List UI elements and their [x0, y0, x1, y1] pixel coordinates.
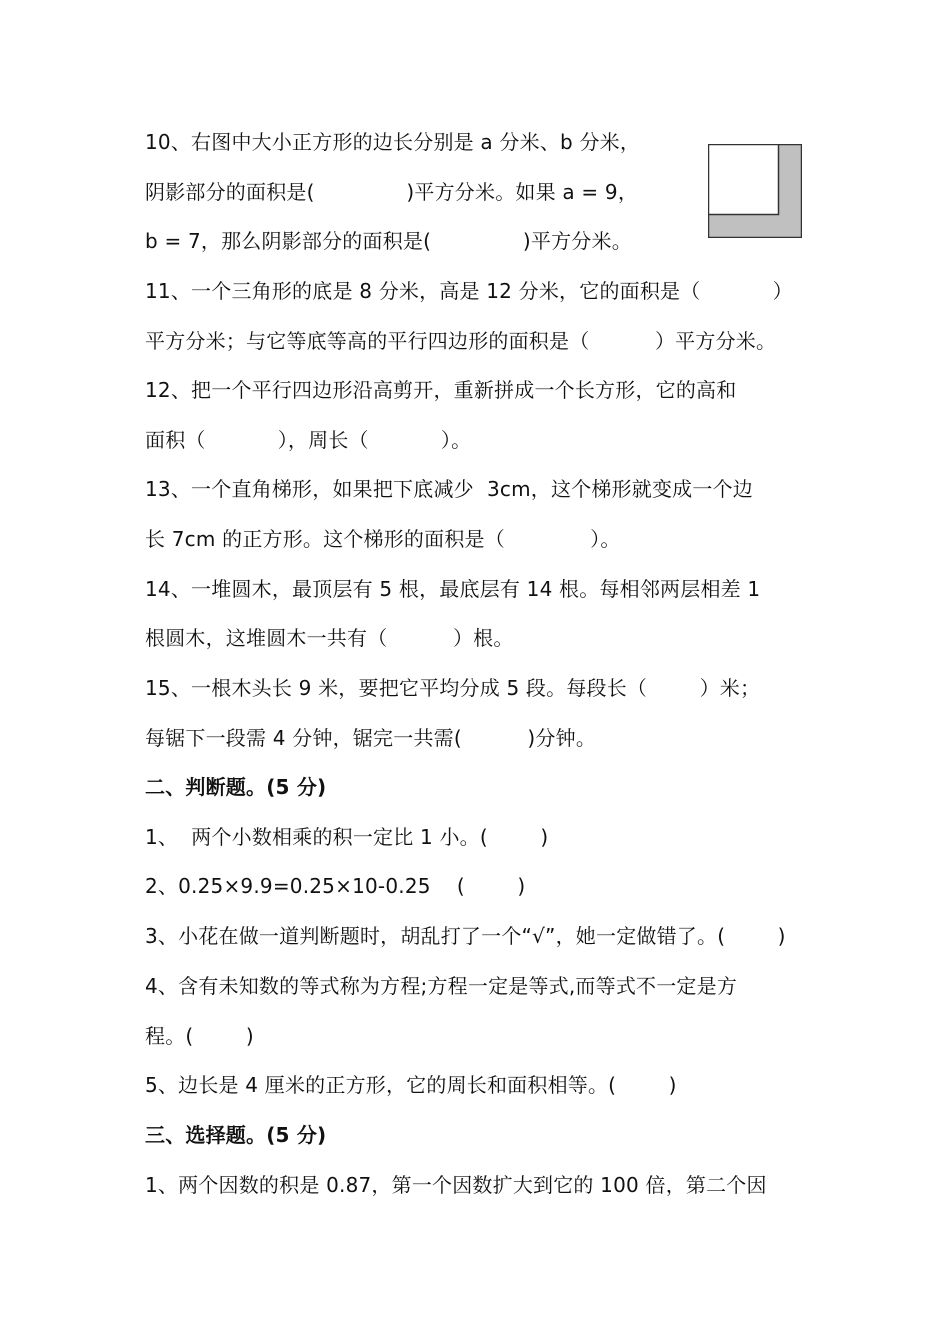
- s3-q1-line1: 1、两个因数的积是 0.87，第一个因数扩大到它的 100 倍，第二个因: [145, 1173, 767, 1197]
- q15-line1: 15、一根木头长 9 米，要把它平均分成 5 段。每段长（ ）米；: [145, 676, 761, 700]
- q15-line2: 每锯下一段需 4 分钟，锯完一共需( )分钟。: [145, 726, 597, 750]
- s2-q4-line2: 程。( ): [145, 1024, 254, 1048]
- section2-heading: 二、判断题。(5 分): [145, 775, 327, 799]
- q11-line2: 平方分米；与它等底等高的平行四边形的面积是（ ）平方分米。: [145, 329, 777, 353]
- square-shaded-figure: [708, 144, 802, 238]
- s2-q1: 1、 两个小数相乘的积一定比 1 小。( ): [145, 825, 549, 849]
- q13-line2: 长 7cm 的正方形。这个梯形的面积是（ ）。: [145, 527, 621, 551]
- small-square-white: [709, 145, 779, 215]
- q14-line2: 根圆木，这堆圆木一共有（ ）根。: [145, 626, 514, 650]
- q10-line1: 10、右图中大小正方形的边长分别是 a 分米、b 分米，: [145, 130, 641, 154]
- s2-q3: 3、小花在做一道判断题时，胡乱打了一个“√”，她一定做错了。( ): [145, 924, 786, 948]
- q13-line1: 13、一个直角梯形，如果把下底减少 3cm，这个梯形就变成一个边: [145, 477, 753, 501]
- q12-line1: 12、把一个平行四边形沿高剪开，重新拼成一个长方形，它的高和: [145, 378, 737, 402]
- s2-q5: 5、边长是 4 厘米的正方形，它的周长和面积相等。( ): [145, 1073, 677, 1097]
- q14-line1: 14、一堆圆木，最顶层有 5 根，最底层有 14 根。每相邻两层相差 1: [145, 577, 761, 601]
- s2-q4-line1: 4、含有未知数的等式称为方程;方程一定是等式,而等式不一定是方: [145, 974, 738, 998]
- q12-line2: 面积（ ），周长（ ）。: [145, 428, 472, 452]
- q10-line3: b = 7，那么阴影部分的面积是( )平方分米。: [145, 229, 632, 253]
- q10-line2: 阴影部分的面积是( )平方分米。如果 a = 9，: [145, 180, 639, 204]
- section3-heading: 三、选择题。(5 分): [145, 1123, 327, 1147]
- s2-q2: 2、0.25×9.9=0.25×10-0.25 ( ): [145, 874, 526, 898]
- q11-line1: 11、一个三角形的底是 8 分米，高是 12 分米，它的面积是（ ）: [145, 279, 793, 303]
